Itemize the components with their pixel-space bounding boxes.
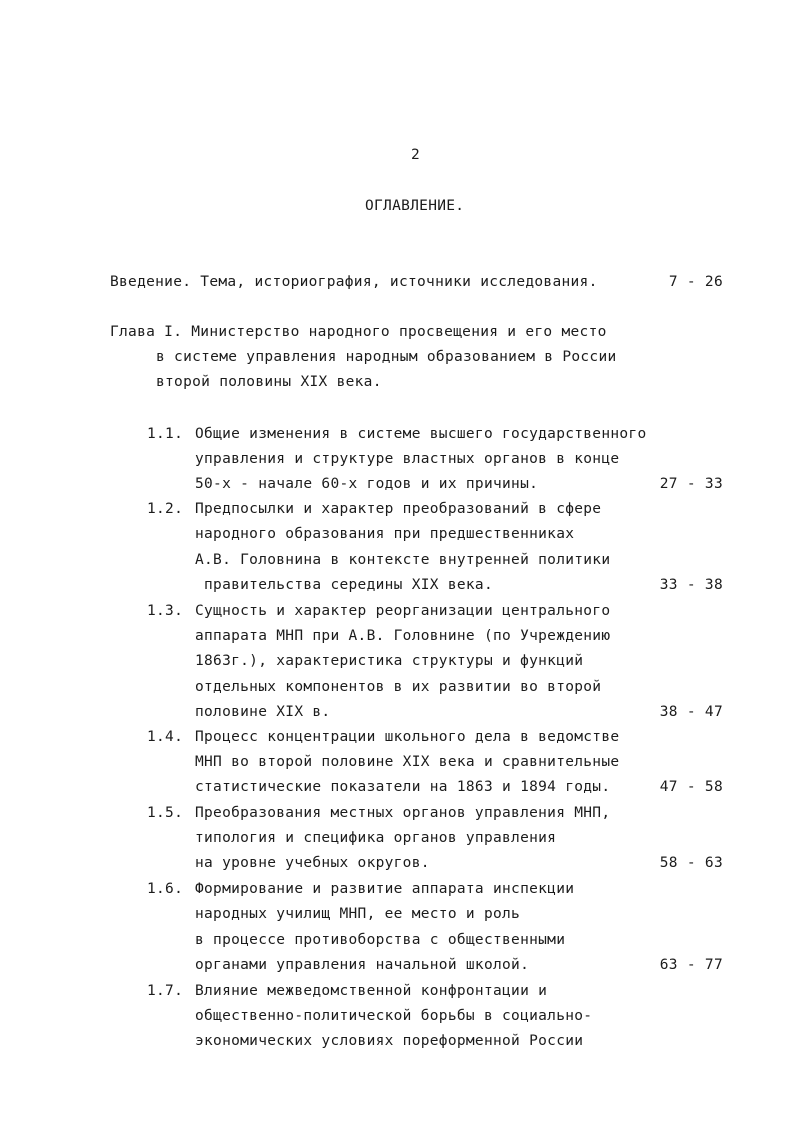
toc-section-line: народного образования при предшественниках — [195, 526, 575, 542]
toc-section-pages: 27 - 33 — [659, 476, 723, 492]
toc-intro-title: Введение. Тема, историография, источники исследования. — [110, 274, 598, 290]
toc-section-line: в процессе противоборства с общественными — [195, 932, 566, 948]
toc-section-line: правительства середины XIX века. — [195, 577, 493, 593]
toc-section-number: 1.3. — [147, 603, 184, 619]
toc-section-number: 1.4. — [147, 729, 184, 745]
toc-chapter-title-line: в системе управления народным образованием в России — [156, 349, 617, 365]
toc-section-pages: 38 - 47 — [659, 704, 723, 720]
toc-section-number: 1.7. — [147, 983, 184, 999]
toc-chapter-title-line: Глава I. Министерство народного просвещения и его место — [110, 324, 607, 340]
toc-section-line: статистические показатели на 1863 и 1894 годы. — [195, 779, 611, 795]
toc-section-line: общественно-политической борьбы в социально- — [195, 1008, 593, 1024]
toc-section-line: Формирование и развитие аппарата инспекции — [195, 881, 575, 897]
toc-section-line: типология и специфика органов управления — [195, 830, 557, 846]
toc-heading: ОГЛАВЛЕНИЕ. — [365, 198, 465, 214]
toc-section-line: управления и структуре властных органов в конце — [195, 451, 620, 467]
toc-section-line: отдельных компонентов в их развитии во второй — [195, 679, 602, 695]
toc-section-line: Общие изменения в системе высшего государственного — [195, 426, 647, 442]
toc-intro-pages: 7 - 26 — [668, 274, 723, 290]
toc-section-number: 1.5. — [147, 805, 184, 821]
toc-section-line: Предпосылки и характер преобразований в сфере — [195, 501, 602, 517]
page-number: 2 — [411, 147, 421, 163]
toc-section-line: 50-х - начале 60-х годов и их причины. — [195, 476, 539, 492]
toc-section-line: Преобразования местных органов управления МНП, — [195, 805, 611, 821]
toc-section-number: 1.6. — [147, 881, 184, 897]
toc-section-pages: 63 - 77 — [659, 957, 723, 973]
toc-chapter-title-line: второй половины XIX века. — [156, 374, 382, 390]
toc-section-line: на уровне учебных округов. — [195, 855, 430, 871]
toc-section-pages: 47 - 58 — [659, 779, 723, 795]
toc-section-line: аппарата МНП при А.В. Головнине (по Учреждению — [195, 628, 611, 644]
toc-section-line: МНП во второй половине XIX века и сравнительные — [195, 754, 620, 770]
toc-section-line: народных училищ МНП, ее место и роль — [195, 906, 521, 922]
toc-section-pages: 58 - 63 — [659, 855, 723, 871]
toc-section-line: А.В. Головнина в контексте внутренней политики — [195, 552, 611, 568]
toc-section-number: 1.1. — [147, 426, 184, 442]
toc-section-line: Влияние межведомственной конфронтации и — [195, 983, 548, 999]
toc-section-line: органами управления начальной школой. — [195, 957, 530, 973]
toc-section-line: 1863г.), характеристика структуры и функций — [195, 653, 584, 669]
toc-section-line: Сущность и характер реорганизации центрального — [195, 603, 611, 619]
toc-section-line: экономических условиях пореформенной России — [195, 1033, 584, 1049]
toc-section-pages: 33 - 38 — [659, 577, 723, 593]
toc-section-number: 1.2. — [147, 501, 184, 517]
toc-section-line: половине XIX в. — [195, 704, 331, 720]
toc-section-line: Процесс концентрации школьного дела в ведомстве — [195, 729, 620, 745]
